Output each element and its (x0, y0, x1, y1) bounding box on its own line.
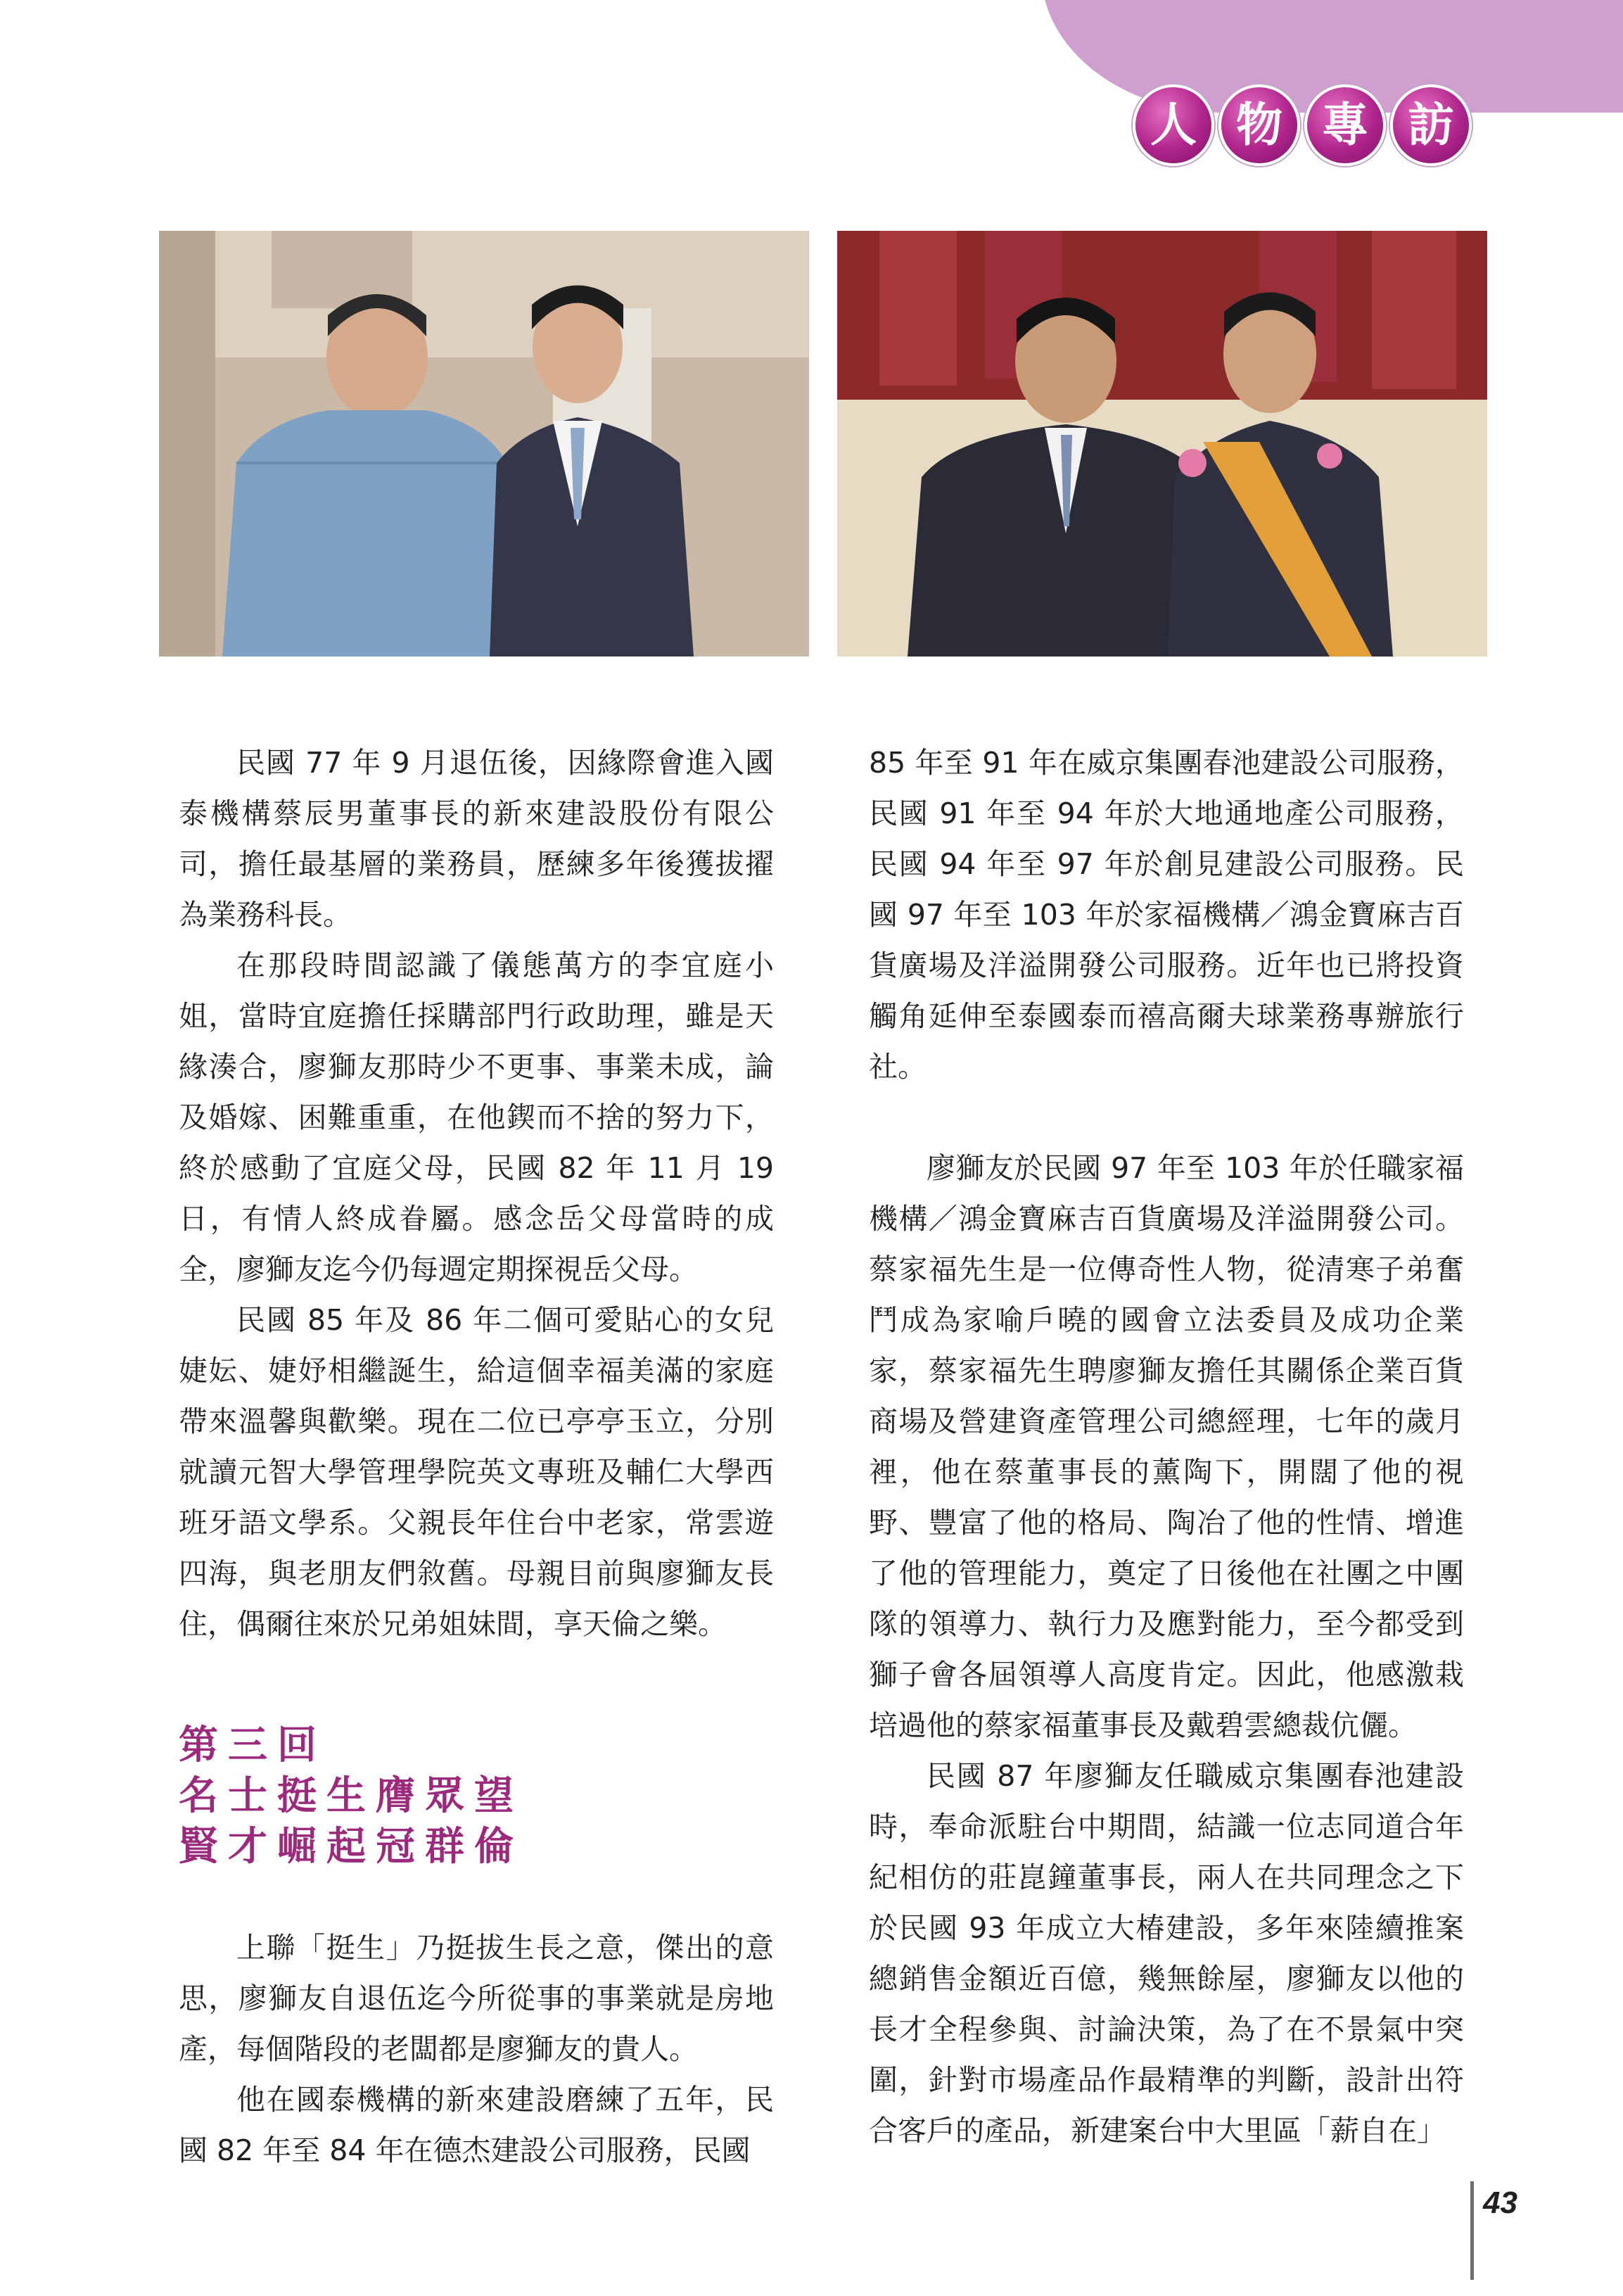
body-paragraph: 在那段時間認識了儀態萬方的李宜庭小姐，當時宜庭擔任採購部門行政助理，雖是天緣湊合，廖獅友那時少不更事、事業未成，論及婚嫁、困難重重，在他鍥而不捨的努力下，終於感動了宜庭父母，民國 82 年 11 月 19 日，有情人終成眷屬。感念岳父母當時的成全，廖獅友迄今仍每週定期探視岳父母。 (179, 949, 774, 1286)
section-badge: 人 (1133, 84, 1214, 166)
chapter-number: 第三回 (179, 1722, 326, 1768)
article-column-left (179, 737, 774, 2176)
body-paragraph: 民國 87 年廖獅友任職威京集團春池建設時，奉命派駐台中期間，結識一位志同道合年紀相仿的莊崑鐘董事長，兩人在共同理念之下於民國 93 年成立大椿建設，多年來陸續推案總銷售金額近百億，幾無餘屋，廖獅友以他的長才全程參與、討論決策，為了在不景氣中突圍，針對市場產品作最精準的判斷，設計出符合客戶的產品，新建案台中大里區「薪自在」 (869, 1759, 1464, 2148)
body-paragraph: 他在國泰機構的新來建設磨練了五年，民國 82 年至 84 年在德杰建設公司服務，民國 (179, 2083, 774, 2167)
photo-two-men-indoor (159, 231, 809, 657)
body-paragraph: 上聯「挺生」乃挺拔生長之意，傑出的意思，廖獅友自退伍迄今所從事的事業就是房地產，每個階段的老闆都是廖獅友的貴人。 (179, 1931, 774, 2066)
section-badge: 訪 (1390, 84, 1472, 166)
body-paragraph: 民國 77 年 9 月退伍後，因緣際會進入國泰機構蔡辰男董事長的新來建設股份有限公司，擔任最基層的業務員，歷練多年後獲拔擢為業務科長。 (179, 746, 774, 932)
chapter-heading (179, 1700, 774, 1872)
chapter-couplet-line: 賢才崛起冠群倫 (179, 1823, 523, 1870)
section-badge: 物 (1218, 84, 1300, 166)
article-column-right (869, 737, 1464, 2156)
page-number-rule (1470, 2181, 1474, 2280)
section-title-badges (1133, 84, 1472, 162)
photo-two-men-thumbs-up (837, 231, 1487, 657)
section-badge: 專 (1304, 84, 1386, 166)
body-paragraph: 民國 85 年及 86 年二個可愛貼心的女兒婕妘、婕妤相繼誕生，給這個幸福美滿的家庭帶來溫馨與歡樂。現在二位已亭亭玉立，分別就讀元智大學管理學院英文專班及輔仁大學西班牙語文學系。父親長年住台中老家，常雲遊四海，與老朋友們敘舊。母親目前與廖獅友長住，偶爾往來於兄弟姐妹間，享天倫之樂。 (179, 1303, 774, 1641)
body-paragraph-continued: 85 年至 91 年在威京集團春池建設公司服務，民國 91 年至 94 年於大地通地產公司服務，民國 94 年至 97 年於創見建設公司服務。民國 97 年至 103 年於家福機構／鴻金寶麻吉百貨廣場及洋溢開發公司服務。近年也已將投資觸角延伸至泰國泰而禧高爾夫球業務專辦旅行社。 (869, 746, 1464, 1084)
body-paragraph: 廖獅友於民國 97 年至 103 年於任職家福機構／鴻金寶麻吉百貨廣場及洋溢開發公司。蔡家福先生是一位傳奇性人物，從清寒子弟奮鬥成為家喻戶曉的國會立法委員及成功企業家，蔡家福先生聘廖獅友擔任其關係企業百貨商場及營建資產管理公司總經理，七年的歲月裡，他在蔡董事長的薰陶下，開闊了他的視野、豐富了他的格局、陶冶了他的性情、增進了他的管理能力，奠定了日後他在社團之中團隊的領導力、執行力及應對能力，至今都受到獅子會各屆領導人高度肯定。因此，他感激栽培過他的蔡家福董事長及戴碧雲總裁伉儷。 (869, 1151, 1464, 1742)
chapter-couplet-line: 名士挺生膺眾望 (179, 1772, 523, 1819)
page-number: 43 (1483, 2186, 1517, 2220)
